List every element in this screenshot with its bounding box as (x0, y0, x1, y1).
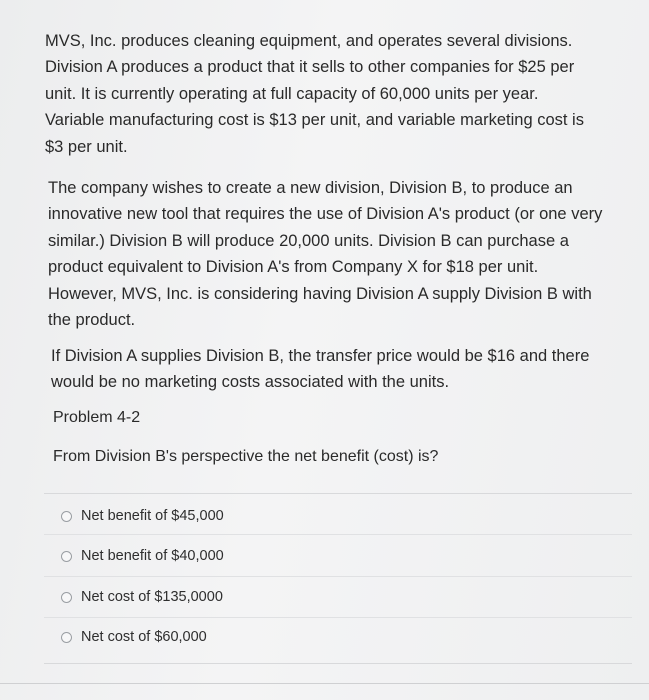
answer-option-4[interactable] (61, 629, 207, 645)
paragraph-line: Variable manufacturing cost is $13 per unit, and variable marketing cost is (45, 111, 584, 130)
paragraph-line: $3 per unit. (45, 137, 128, 156)
answer-option-2[interactable] (61, 548, 224, 564)
paragraph-line: innovative new tool that requires the use of Division A's product (or one very (48, 205, 603, 224)
option-label: Net benefit of $40,000 (81, 548, 224, 564)
paragraph-line: similar.) Division B will produce 20,000 units. Division B can purchase a (48, 231, 569, 250)
paragraph-line: The company wishes to create a new division, Division B, to produce an (48, 179, 573, 197)
option-label: Net cost of $135,0000 (81, 589, 223, 605)
problem-paragraph-1 (45, 28, 584, 160)
paragraph-line: would be no marketing costs associated with the units. (51, 373, 450, 392)
question-prompt: From Division B's perspective the net benefit (cost) is? (53, 448, 439, 465)
option-divider (44, 534, 632, 535)
answer-option-3[interactable] (61, 589, 223, 605)
paragraph-line: the product. (48, 311, 136, 330)
problem-paragraph-3 (51, 343, 589, 396)
answer-option-1[interactable] (61, 508, 224, 524)
bottom-divider (0, 683, 649, 684)
option-divider (44, 617, 632, 618)
radio-button-icon[interactable] (61, 551, 72, 562)
option-label: Net benefit of $45,000 (81, 508, 224, 524)
problem-heading: Problem 4-2 (53, 409, 141, 426)
radio-button-icon[interactable] (61, 632, 72, 643)
paragraph-line: product equivalent to Division A's from Company X for $18 per unit. (48, 258, 539, 277)
paragraph-line: If Division A supplies Division B, the transfer price would be $16 and there (51, 347, 590, 365)
paragraph-line: Division A produces a product that it sells to other companies for $25 per (45, 58, 575, 77)
option-divider (44, 576, 632, 577)
option-label: Net cost of $60,000 (81, 629, 207, 645)
paragraph-line: However, MVS, Inc. is considering having Division A supply Division B with (48, 284, 592, 303)
radio-button-icon[interactable] (61, 511, 72, 522)
problem-paragraph-2 (48, 175, 602, 333)
paragraph-line: MVS, Inc. produces cleaning equipment, and operates several divisions. (45, 32, 573, 50)
radio-button-icon[interactable] (61, 592, 72, 603)
paragraph-line: unit. It is currently operating at full capacity of 60,000 units per year. (45, 84, 539, 103)
